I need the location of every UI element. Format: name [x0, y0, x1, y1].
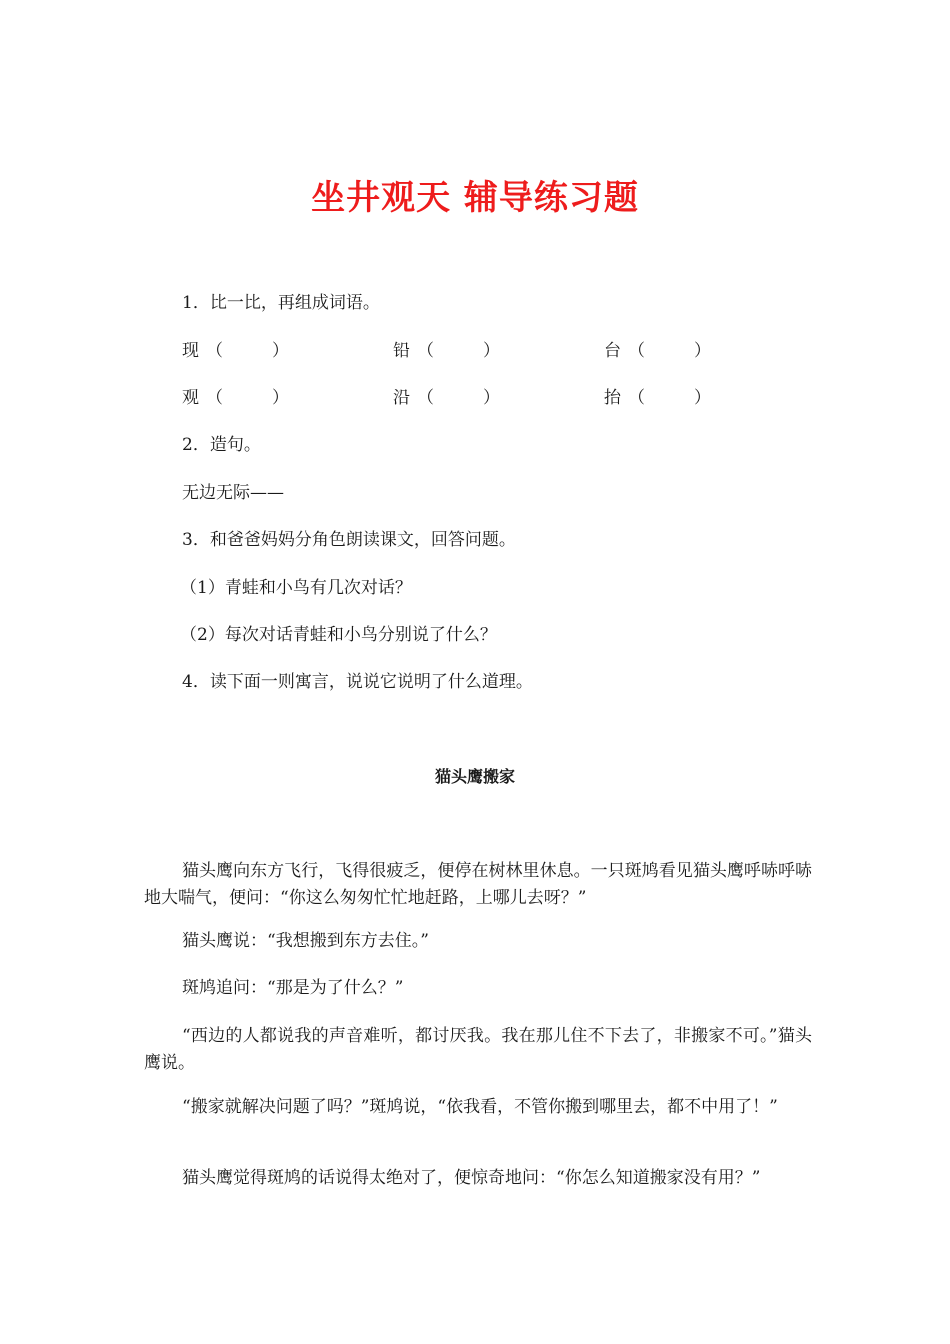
story-paragraph: 猫头鹰向东方飞行，飞得很疲乏，便停在树林里休息。一只斑鸠看见猫头鹰呼哧呼哧地大喘气，便问：“你这么匆匆忙忙地赶路，上哪儿去呀？” — [144, 861, 812, 908]
sentence-prompt: 无边无际—— — [182, 483, 284, 503]
blank-close: ） — [694, 388, 711, 408]
compare-item — [393, 340, 500, 362]
blank-open: （ — [628, 388, 645, 408]
blank-open: （ — [628, 341, 645, 361]
compare-char: 铅 — [393, 341, 410, 361]
blank-open: （ — [417, 388, 434, 408]
story-paragraph: 猫头鹰觉得斑鸠的话说得太绝对了，便惊奇地问：“你怎么知道搬家没有用？” — [182, 1168, 761, 1188]
story-paragraph: 猫头鹰说：“我想搬到东方去住。” — [182, 931, 429, 951]
story-title: 猫头鹰搬家 — [434, 767, 515, 786]
compare-char: 观 — [182, 388, 199, 408]
compare-item — [182, 340, 289, 362]
compare-item — [182, 387, 289, 409]
question-4-label: 4．读下面一则寓言，说说它说明了什么道理。 — [182, 672, 533, 692]
compare-item — [393, 387, 500, 409]
compare-item — [604, 340, 711, 362]
blank-open: （ — [206, 388, 223, 408]
blank-close: ） — [272, 388, 289, 408]
compare-char: 现 — [182, 341, 199, 361]
blank-close: ） — [694, 341, 711, 361]
blank-open: （ — [417, 341, 434, 361]
question-3-sub-1: （1）青蛙和小鸟有几次对话？ — [180, 578, 412, 598]
question-3-sub-2: （2）每次对话青蛙和小鸟分别说了什么？ — [180, 625, 497, 645]
question-2-label: 2．造句。 — [182, 435, 261, 455]
blank-open: （ — [206, 341, 223, 361]
story-paragraph: 斑鸠追问：“那是为了什么？” — [182, 978, 404, 998]
story-paragraph: “西边的人都说我的声音难听，都讨厌我。我在那儿住不下去了，非搬家不可。”猫头鹰说。 — [144, 1026, 812, 1073]
question-1-label: 1．比一比，再组成词语。 — [182, 293, 380, 313]
compare-char: 抬 — [604, 388, 621, 408]
compare-char: 沿 — [393, 388, 410, 408]
blank-close: ） — [483, 341, 500, 361]
question-3-label: 3．和爸爸妈妈分角色朗读课文，回答问题。 — [182, 530, 516, 550]
story-paragraph: “搬家就解决问题了吗？”斑鸠说，“依我看，不管你搬到哪里去，都不中用了！” — [182, 1097, 778, 1117]
page-title: 坐井观天 辅导练习题 — [311, 178, 639, 218]
blank-close: ） — [483, 388, 500, 408]
compare-char: 台 — [604, 341, 621, 361]
compare-item — [604, 387, 711, 409]
blank-close: ） — [272, 341, 289, 361]
